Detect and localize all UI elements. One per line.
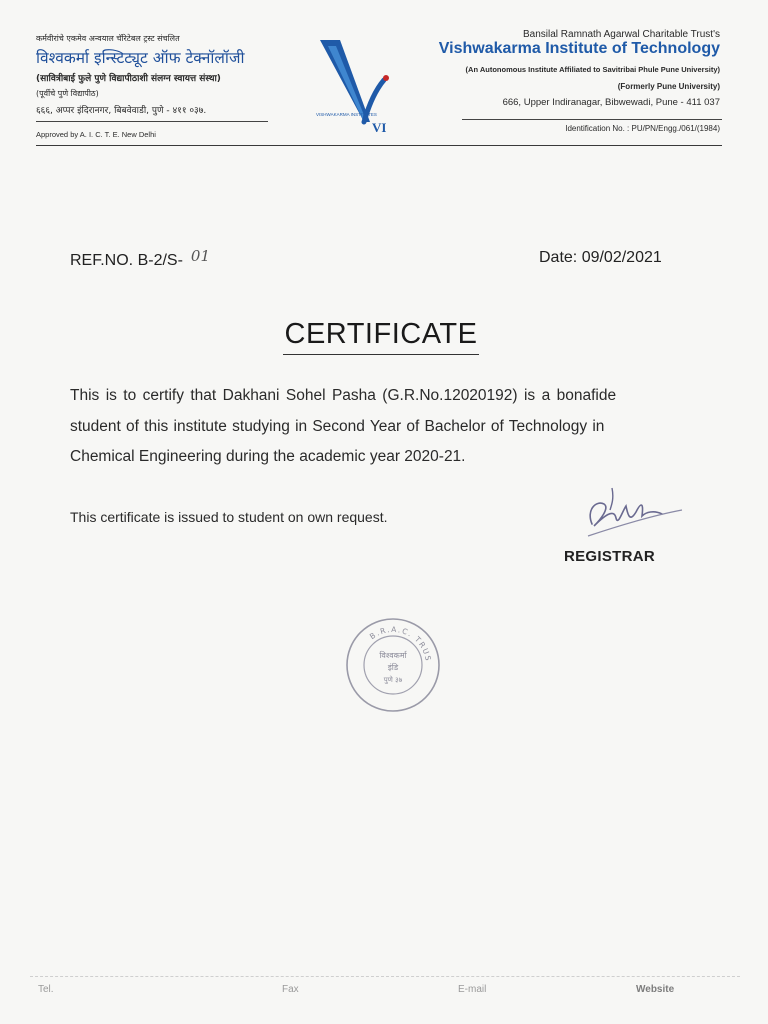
header-right-address: 666, Upper Indiranagar, Bibwewadi, Pune - 411 037 bbox=[502, 97, 720, 108]
logo-brand: VI bbox=[372, 120, 387, 135]
institute-seal bbox=[344, 616, 442, 714]
header-left-approved: Approved by A. I. C. T. E. New Delhi bbox=[36, 130, 156, 139]
footer-email: E-mail bbox=[458, 984, 487, 995]
body-line-3: Chemical Engineering during the academic year 2020-21. bbox=[70, 448, 466, 465]
footer-rule bbox=[30, 976, 740, 977]
footer-website: Website bbox=[636, 984, 675, 995]
seal-center-line-2: इंडि bbox=[387, 663, 399, 672]
ref-handwritten: 01 bbox=[190, 247, 210, 265]
registrar-signature bbox=[570, 482, 690, 544]
seal-center-line-3: पुणे ३७ bbox=[383, 676, 403, 684]
institute-name: Vishwakarma Institute of Technology bbox=[438, 40, 720, 57]
header-right-trust: Bansilal Ramnath Agarwal Charitable Trust's bbox=[522, 29, 720, 40]
ref-number bbox=[70, 247, 210, 270]
header-left-affiliation: (सावित्रीबाई फुले पुणे विद्यापीठाशी संलग्न स्वायत्त संस्था) bbox=[36, 74, 221, 84]
issued-statement: This certificate is issued to student on own request. bbox=[70, 509, 388, 525]
logo-caption: VISHWAKARMA INSTITUTES bbox=[316, 112, 377, 117]
header-right-rule bbox=[462, 119, 722, 120]
body-line-1: This is to certify that Dakhani Sohel Pasha (G.R.No.12020192) is a bonafide bbox=[70, 387, 617, 404]
signatory-title: REGISTRAR bbox=[564, 548, 656, 565]
certificate-title-row bbox=[0, 318, 768, 355]
certificate-title: CERTIFICATE bbox=[283, 318, 480, 355]
header-right-autonomous: (An Autonomous Institute Affiliated to Savitribai Phule Pune University) bbox=[465, 65, 720, 74]
header-left-tagline: कर्मवीरांचे एकमेव अन्वयाल चॅरिटेबल ट्रस्ट संचलित bbox=[36, 34, 180, 43]
ref-label: REF.NO. B-2/S- bbox=[70, 252, 183, 269]
seal-rings bbox=[344, 616, 442, 714]
seal-ring-text: B.R.A.C. TRUS bbox=[367, 624, 433, 663]
header-left-rule bbox=[36, 121, 268, 122]
issue-date: Date: 09/02/2021 bbox=[539, 249, 662, 266]
institute-name-devanagari: विश्वकर्मा इन्स्टिट्यूट ऑफ टेक्नॉलॉजी bbox=[36, 49, 245, 67]
footer-phone: Tel. bbox=[38, 984, 54, 995]
header-divider bbox=[36, 145, 722, 146]
vit-logo-mark bbox=[312, 36, 400, 140]
header-right-identification: Identification No. : PU/PN/Engg./061/(1984) bbox=[565, 124, 720, 133]
body-line-2: student of this institute studying in Second Year of Bachelor of Technology in bbox=[70, 418, 605, 435]
seal-center-line-1: विश्वकर्मा bbox=[379, 651, 407, 660]
header-left-former: (पूर्वीचे पुणे विद्यापीठ) bbox=[36, 89, 99, 98]
vit-logo bbox=[312, 36, 400, 140]
header-right-former: (Formerly Pune University) bbox=[617, 82, 720, 91]
header-left-address: ६६६, अप्पर इंदिरानगर, बिबवेवाडी, पुणे - ४११ ०३७. bbox=[36, 106, 207, 116]
footer-fax: Fax bbox=[282, 984, 299, 995]
